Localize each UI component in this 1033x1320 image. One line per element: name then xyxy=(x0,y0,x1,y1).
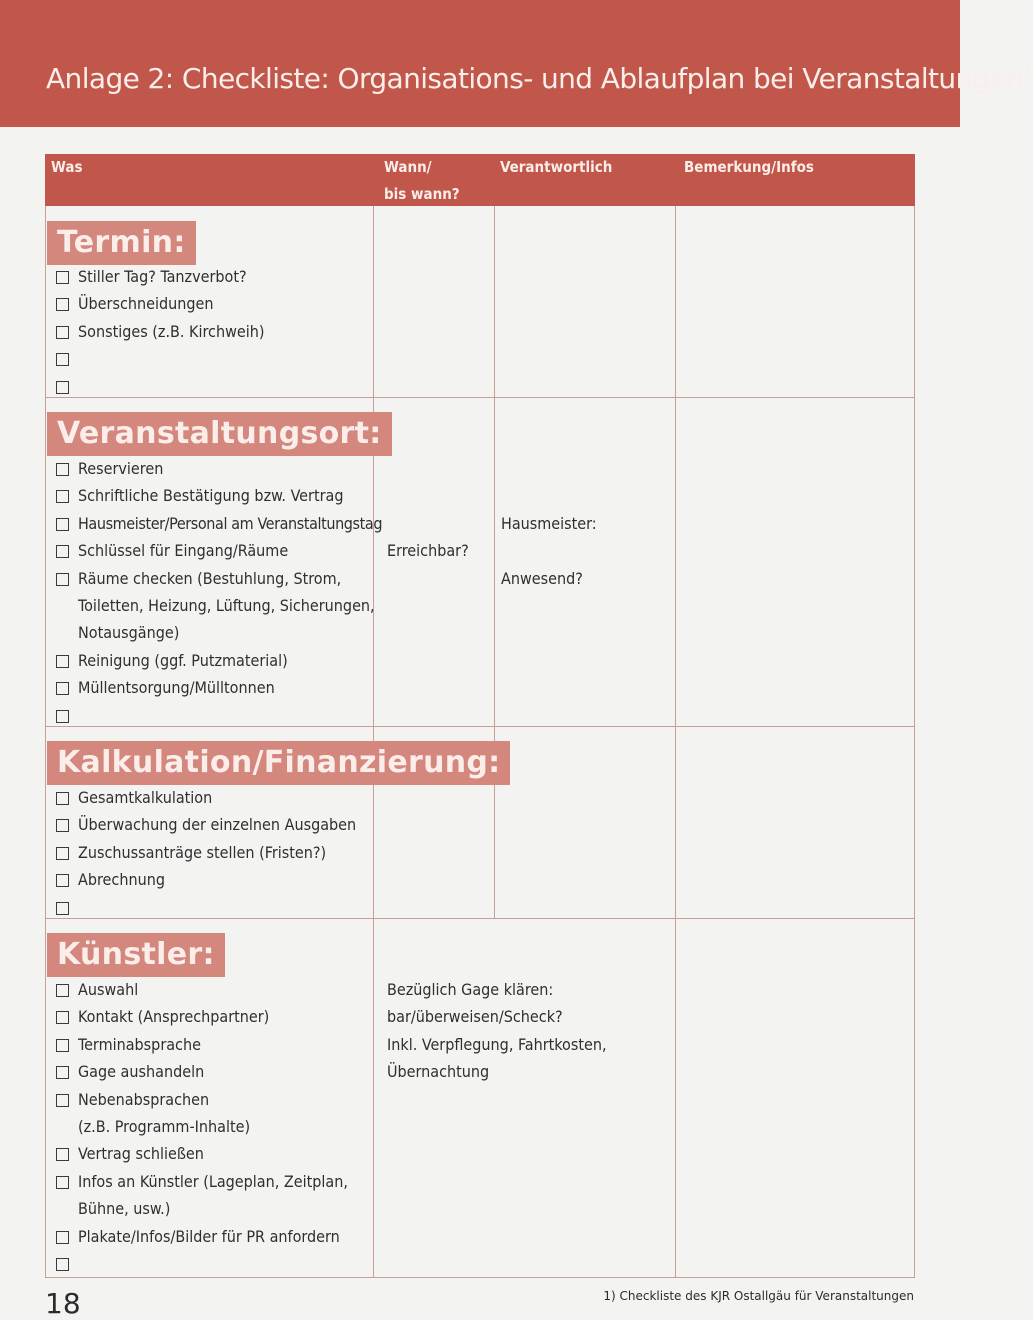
kuenstler-note: bar/überweisen/Scheck? xyxy=(387,1007,563,1026)
checklist-item: Infos an Künstler (Lageplan, Zeitplan, xyxy=(78,1172,348,1191)
checkbox[interactable] xyxy=(56,1231,69,1244)
title-banner xyxy=(0,0,1033,127)
checklist-item: Räume checken (Bestuhlung, Strom, xyxy=(78,569,342,588)
checklist-item: Abrechnung xyxy=(78,870,165,889)
kuenstler-note: Inkl. Verpflegung, Fahrtkosten, xyxy=(387,1035,607,1054)
kuenstler-note: Bezüglich Gage klären: xyxy=(387,980,554,999)
column-header-bis-wann: bis wann? xyxy=(384,185,460,203)
column-header-bemerkung: Bemerkung/Infos xyxy=(684,158,814,176)
checkbox[interactable] xyxy=(56,682,69,695)
checklist-item-continuation: Notausgänge) xyxy=(78,623,180,642)
checkbox[interactable] xyxy=(56,1011,69,1024)
checkbox[interactable] xyxy=(56,573,69,586)
checklist-item: Kontakt (Ansprechpartner) xyxy=(78,1007,270,1026)
checklist-item: Reservieren xyxy=(78,459,164,478)
page-number: 18 xyxy=(45,1287,81,1320)
column-divider-bemerkung xyxy=(675,206,676,1278)
checkbox[interactable] xyxy=(56,1258,69,1271)
checkbox[interactable] xyxy=(56,298,69,311)
checkbox[interactable] xyxy=(56,710,69,723)
row-divider xyxy=(45,397,915,398)
checklist-item-continuation: Bühne, usw.) xyxy=(78,1199,171,1218)
page-title: Anlage 2: Checkliste: Organisations- und Ablaufplan bei Veranstaltungen$^1$ xyxy=(46,61,1033,95)
column-header-was: Was xyxy=(51,158,83,176)
checklist-item: Reinigung (ggf. Putzmaterial) xyxy=(78,651,288,670)
checklist-item: Gesamtkalkulation xyxy=(78,788,213,807)
checklist-item: Nebenabsprachen xyxy=(78,1090,210,1109)
checkbox[interactable] xyxy=(56,1094,69,1107)
checklist-item: Hausmeister/Personal am Veranstaltungstag xyxy=(78,514,383,533)
checklist-item: Schriftliche Bestätigung bzw. Vertrag xyxy=(78,486,344,505)
row-divider xyxy=(45,918,915,919)
footnote: 1) Checkliste des KJR Ostallgäu für Veranstaltungen xyxy=(603,1289,914,1303)
checklist-item: Überwachung der einzelnen Ausgaben xyxy=(78,815,357,834)
checklist-item: Terminabsprache xyxy=(78,1035,201,1054)
checklist-item-continuation: Toiletten, Heizung, Lüftung, Sicherungen, xyxy=(78,596,375,615)
checklist-item: Stiller Tag? Tanzverbot? xyxy=(78,267,247,286)
checklist-item-continuation: (z.B. Programm-Inhalte) xyxy=(78,1117,251,1136)
row-divider xyxy=(45,726,915,727)
column-header-wann: Wann/ xyxy=(384,158,432,176)
table-border-bottom xyxy=(45,1277,915,1278)
checkbox[interactable] xyxy=(56,271,69,284)
verantwortlich-note: Hausmeister: xyxy=(501,514,597,533)
checkbox[interactable] xyxy=(56,902,69,915)
table-border-right xyxy=(914,206,915,1278)
checklist-item: Plakate/Infos/Bilder für PR anfordern xyxy=(78,1227,340,1246)
checkbox[interactable] xyxy=(56,874,69,887)
checkbox[interactable] xyxy=(56,490,69,503)
checkbox[interactable] xyxy=(56,792,69,805)
checkbox[interactable] xyxy=(56,545,69,558)
checklist-item: Zuschussanträge stellen (Fristen?) xyxy=(78,843,327,862)
checkbox[interactable] xyxy=(56,1039,69,1052)
checklist-item: Gage aushandeln xyxy=(78,1062,205,1081)
checkbox[interactable] xyxy=(56,847,69,860)
checkbox[interactable] xyxy=(56,518,69,531)
checkbox[interactable] xyxy=(56,353,69,366)
checklist-item: Schlüssel für Eingang/Räume xyxy=(78,541,289,560)
checklist-item: Vertrag schließen xyxy=(78,1144,204,1163)
section-title-kuenstler: Künstler: xyxy=(47,933,225,977)
checkbox[interactable] xyxy=(56,381,69,394)
checkbox[interactable] xyxy=(56,984,69,997)
verantwortlich-note: Anwesend? xyxy=(501,569,583,588)
checkbox[interactable] xyxy=(56,1066,69,1079)
section-title-veranstaltungsort: Veranstaltungsort: xyxy=(47,412,392,456)
checklist-table xyxy=(45,154,915,1278)
section-title-termin: Termin: xyxy=(47,221,196,265)
kuenstler-note: Übernachtung xyxy=(387,1062,490,1081)
footnote-marker: 1 xyxy=(1024,61,1033,78)
wann-note: Erreichbar? xyxy=(387,541,469,560)
checkbox[interactable] xyxy=(56,463,69,476)
checkbox[interactable] xyxy=(56,819,69,832)
checklist-item: Sonstiges (z.B. Kirchweih) xyxy=(78,322,265,341)
table-header xyxy=(45,154,915,206)
checkbox[interactable] xyxy=(56,326,69,339)
checklist-item: Auswahl xyxy=(78,980,139,999)
checkbox[interactable] xyxy=(56,1176,69,1189)
checkbox[interactable] xyxy=(56,1148,69,1161)
table-border-left xyxy=(45,206,46,1278)
checkbox[interactable] xyxy=(56,655,69,668)
checklist-item: Überschneidungen xyxy=(78,294,214,313)
section-title-kalkulation: Kalkulation/Finanzierung: xyxy=(47,741,510,785)
column-divider-verantwortlich xyxy=(494,206,495,918)
checklist-item: Müllentsorgung/Mülltonnen xyxy=(78,678,275,697)
column-header-verantwortlich: Verantwortlich xyxy=(500,158,613,176)
